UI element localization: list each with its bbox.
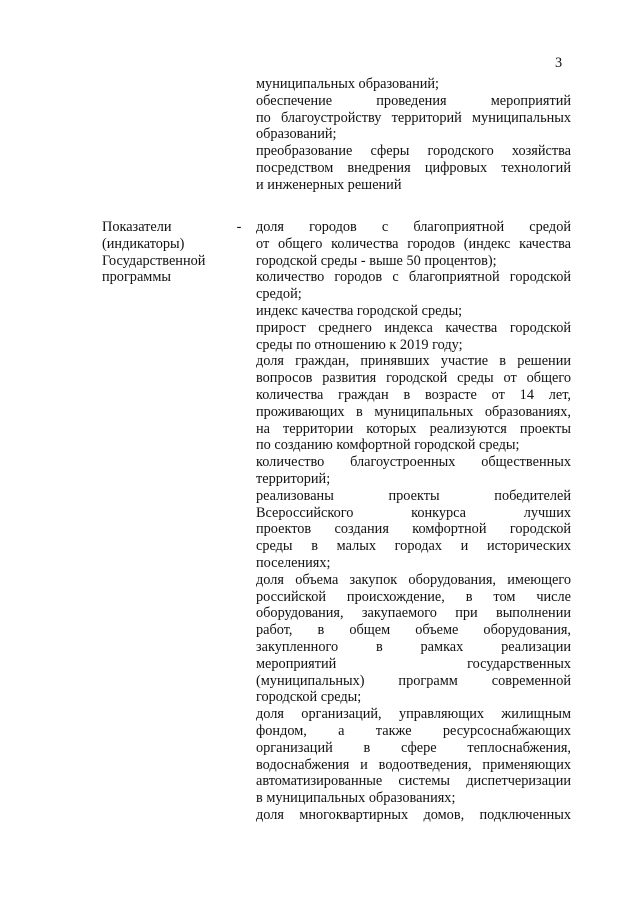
indicator-text-line: российской происхождение, в том числе xyxy=(256,588,571,605)
text-line: по благоустройству территорий муниципальных xyxy=(256,109,571,126)
indicator-text-line: работ, в общем объеме оборудования, xyxy=(256,622,571,639)
indicators-list-text xyxy=(256,219,571,824)
indicator-text-line: доля объема закупок оборудования, имеющего xyxy=(256,571,571,588)
indicator-text-line: городской среды; xyxy=(256,689,362,706)
goals-continuation-text xyxy=(256,76,571,194)
indicators-heading-line: Показатели xyxy=(102,219,172,235)
text-line: преобразование сферы городского хозяйства xyxy=(256,143,571,160)
indicator-text-line: проектов создания комфортной городской xyxy=(256,521,571,538)
indicator-text-line: оборудования, закупаемого при выполнении xyxy=(256,605,571,622)
indicator-text-line: прирост среднего индекса качества городской xyxy=(256,319,571,336)
indicator-text-line: территорий; xyxy=(256,470,331,487)
indicator-text-line: городской среды - выше 50 процентов); xyxy=(256,252,497,269)
indicator-text-line: по созданию комфортной городской среды; xyxy=(256,437,520,454)
text-line: образований; xyxy=(256,126,337,143)
indicator-text-line: (муниципальных) программ современной xyxy=(256,672,571,689)
indicator-text-line: от общего количества городов (индекс качества xyxy=(256,235,571,252)
indicator-text-line: реализованы проекты победителей xyxy=(256,487,571,504)
text-line: и инженерных решений xyxy=(256,176,402,193)
indicator-text-line: доля организаций, управляющих жилищным xyxy=(256,706,571,723)
indicators-heading-line: (индикаторы) xyxy=(102,235,185,252)
page-number: 3 xyxy=(555,55,563,71)
indicator-text-line: доля городов с благоприятной средой xyxy=(256,219,571,235)
heading-dash: - xyxy=(236,219,242,235)
indicator-text-line: на территории которых реализуются проекты xyxy=(256,420,571,437)
indicator-text-line: количество благоустроенных общественных xyxy=(256,454,571,471)
indicator-text-line: в муниципальных образованиях; xyxy=(256,790,456,807)
indicator-text-line: закупленного в рамках реализации xyxy=(256,638,571,655)
indicator-text-line: среды в малых городах и исторических xyxy=(256,538,571,555)
indicator-text-line: мероприятий государственных xyxy=(256,655,571,672)
indicator-text-line: индекс качества городской среды; xyxy=(256,302,463,319)
indicator-text-line: средой; xyxy=(256,286,302,303)
indicator-text-line: фондом, а также ресурсоснабжающих xyxy=(256,722,571,739)
indicator-text-line: водоснабжения и водоотведения, применяющих xyxy=(256,756,571,773)
indicator-text-line: количество городов с благоприятной городской xyxy=(256,269,571,286)
indicator-text-line: среды по отношению к 2019 году; xyxy=(256,336,463,353)
indicator-text-line: поселениях; xyxy=(256,554,331,571)
indicators-heading xyxy=(102,219,232,286)
text-line: посредством внедрения цифровых технологий xyxy=(256,159,571,176)
indicators-heading-line: Государственной xyxy=(102,252,206,269)
indicator-text-line: Всероссийского конкурса лучших xyxy=(256,504,571,521)
indicator-text-line: количества граждан в возрасте от 14 лет, xyxy=(256,386,571,403)
text-line: муниципальных образований; xyxy=(256,76,440,92)
indicator-text-line: автоматизированные системы диспетчеризации xyxy=(256,773,571,790)
indicator-text-line: организаций в сфере теплоснабжения, xyxy=(256,739,571,756)
text-line: обеспечение проведения мероприятий xyxy=(256,92,571,109)
indicator-text-line: доля граждан, принявших участие в решении xyxy=(256,353,571,370)
indicator-text-line: проживающих в муниципальных образованиях, xyxy=(256,403,571,420)
indicators-heading-line: программы xyxy=(102,269,172,286)
indicator-text-line: вопросов развития городской среды от общего xyxy=(256,370,571,387)
indicator-text-line: доля многоквартирных домов, подключенных xyxy=(256,806,571,823)
